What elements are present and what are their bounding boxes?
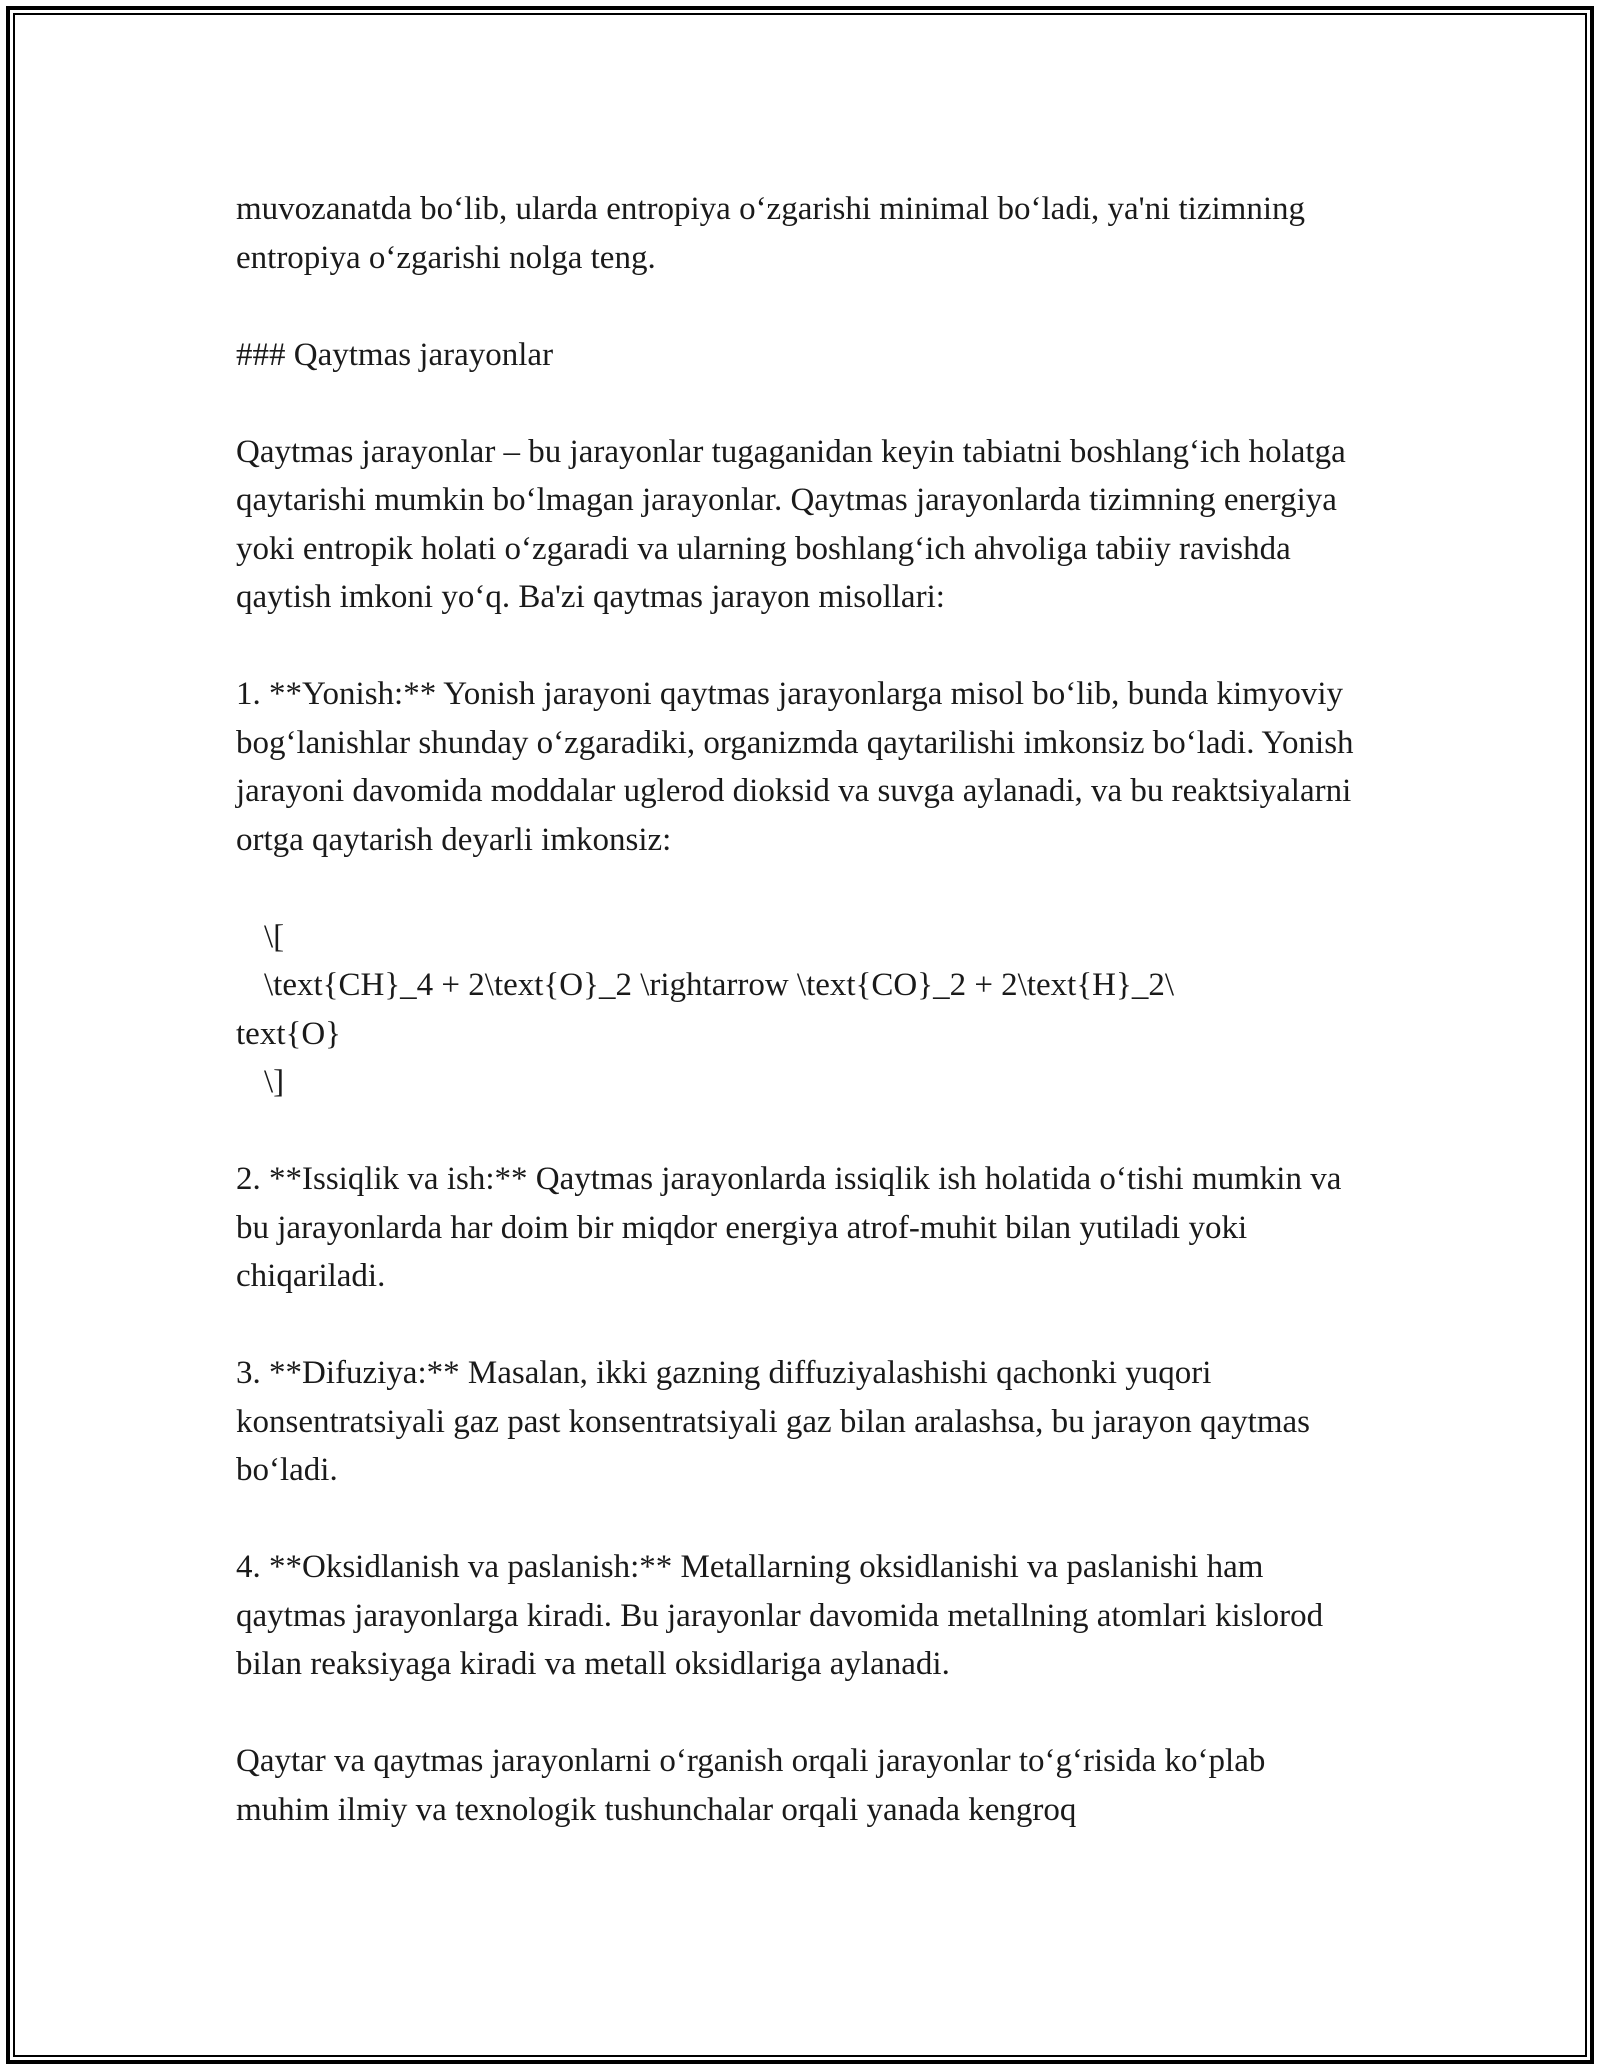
document-body [236,185,1366,1834]
formula-open: \[ [264,918,285,955]
formula-close: \] [264,1064,285,1100]
formula-line-2: text{O} [236,1015,341,1052]
list-item-2: 2. **Issiqlik va ish:** Qaytmas jarayonlarda issiqlik ish holatida o‘tishi mumkin va bu jarayonlarda har doim bir miqdor energiya atrof-muhit bilan yutiladi yoki chiqariladi. [236,1161,1350,1294]
paragraph-conclusion: Qaytar va qaytmas jarayonlarni o‘rganish orqali jarayonlar to‘g‘risida ko‘plab muhim ilmiy va texnologik tushunchalar orqali yanada kengroq [236,1743,1274,1828]
list-item-3: 3. **Difuziya:** Masalan, ikki gazning diffuziyalashishi qachonki yuqori konsentratsiyali gaz past konsentratsiyali gaz bilan aralashsa, bu jarayon qaytmas bo‘ladi. [236,1355,1319,1488]
section-heading: ### Qaytmas jarayonlar [236,336,554,373]
paragraph-intro: Qaytmas jarayonlar – bu jarayonlar tugaganidan keyin tabiatni boshlang‘ich holatga qaytarishi mumkin bo‘lmagan jarayonlar. Qaytmas jarayonlarda tizimning energiya yoki entropik holati o‘zgaradi va ularning boshlang‘ich ahvoliga tabiiy ravishda qaytish imkoni yo‘q. Ba'zi qaytmas jarayon misollari: [236,433,1354,615]
list-item-1: 1. **Yonish:** Yonish jarayoni qaytmas jarayonlarga misol bo‘lib, bunda kimyoviy bog‘lanishlar shunday o‘zgaradiki, organizmda qaytarilishi imkonsiz bo‘ladi. Yonish jarayoni davomida moddalar uglerod dioksid va suvga aylanadi, va bu reaktsiyalarni ortga qaytarish deyarli imkonsiz: [236,676,1362,858]
formula-block [236,913,1366,1107]
formula-line-1: \text{CH}_4 + 2\text{O}_2 \rightarrow \text{CO}_2 + 2\text{H}_2\ [264,967,1175,1003]
list-item-4: 4. **Oksidlanish va paslanish:** Metallarning oksidlanishi va paslanishi ham qaytmas jarayonlarga kiradi. Bu jarayonlar davomida metallning atomlari kislorod bilan reaksiyaga kiradi va metall oksidlariga aylanadi. [236,1549,1332,1682]
paragraph-continuation: muvozanatda bo‘lib, ularda entropiya o‘zgarishi minimal bo‘ladi, ya'ni tizimning entropiya o‘zgarishi nolga teng. [236,191,1314,276]
